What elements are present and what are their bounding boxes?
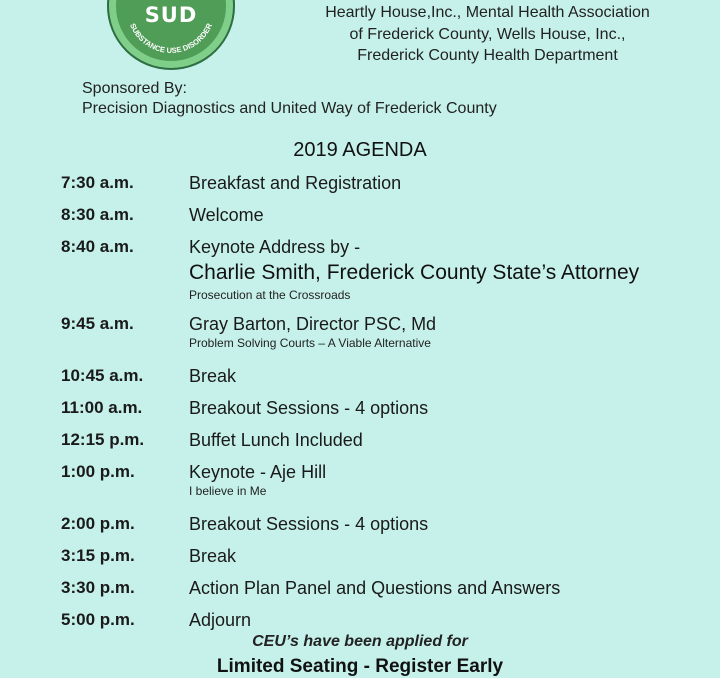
agenda-event: Action Plan Panel and Questions and Answers (189, 578, 561, 598)
agenda-time: 3:15 p.m. (61, 546, 135, 565)
agenda-time: 9:45 a.m. (61, 314, 134, 333)
logo-arc-label: SUBSTANCE USE DISORDER (128, 21, 214, 55)
host-line: of Frederick County, Wells House, Inc., (349, 25, 626, 43)
agenda-time: 1:00 p.m. (61, 462, 135, 481)
sponsor-label: Sponsored By: (82, 80, 187, 97)
agenda-title: 2019 AGENDA (293, 139, 427, 161)
agenda-event: Breakfast and Registration (189, 173, 402, 193)
agenda-event: Keynote Address by - (189, 237, 361, 257)
host-line: Heartly House,Inc., Mental Health Association (325, 4, 650, 21)
agenda-subtitle: Problem Solving Courts – A Viable Alternative (189, 336, 431, 350)
agenda-event: Adjourn (189, 610, 252, 630)
agenda-event: Gray Barton, Director PSC, Md (189, 314, 437, 334)
sponsor-names: Precision Diagnostics and United Way of Frederick County (82, 100, 497, 117)
agenda-event: Welcome (189, 205, 264, 225)
agenda-time: 10:45 a.m. (61, 366, 144, 385)
agenda-event: Break (189, 366, 237, 386)
agenda-time: 8:40 a.m. (61, 237, 134, 256)
hosts-block (300, 2, 675, 67)
agenda-time: 3:30 p.m. (61, 578, 135, 597)
agenda-time: 11:00 a.m. (61, 398, 143, 417)
agenda-event: Buffet Lunch Included (189, 430, 363, 450)
host-line: Frederick County Health Department (357, 47, 618, 64)
ceu-note: CEU’s have been applied for (252, 633, 468, 650)
agenda-time: 8:30 a.m. (61, 205, 134, 224)
agenda-time: 5:00 p.m. (61, 610, 135, 629)
agenda-time: 12:15 p.m. (61, 430, 145, 449)
agenda-speaker: Charlie Smith, Frederick County State’s Attorney (189, 261, 640, 284)
limited-seating-note: Limited Seating - Register Early (216, 656, 504, 677)
logo-acronym: SUD (144, 3, 198, 27)
agenda-event: Keynote - Aje Hill (189, 462, 327, 482)
agenda-time: 2:00 p.m. (61, 514, 135, 533)
agenda-event: Break (189, 546, 237, 566)
agenda-event: Breakout Sessions - 4 options (189, 514, 429, 534)
agenda-time: 7:30 a.m. (61, 173, 134, 192)
agenda-event: Breakout Sessions - 4 options (189, 398, 429, 418)
sud-logo (107, 0, 235, 70)
agenda-subtitle: I believe in Me (189, 484, 267, 498)
agenda-subtitle: Prosecution at the Crossroads (189, 288, 351, 302)
